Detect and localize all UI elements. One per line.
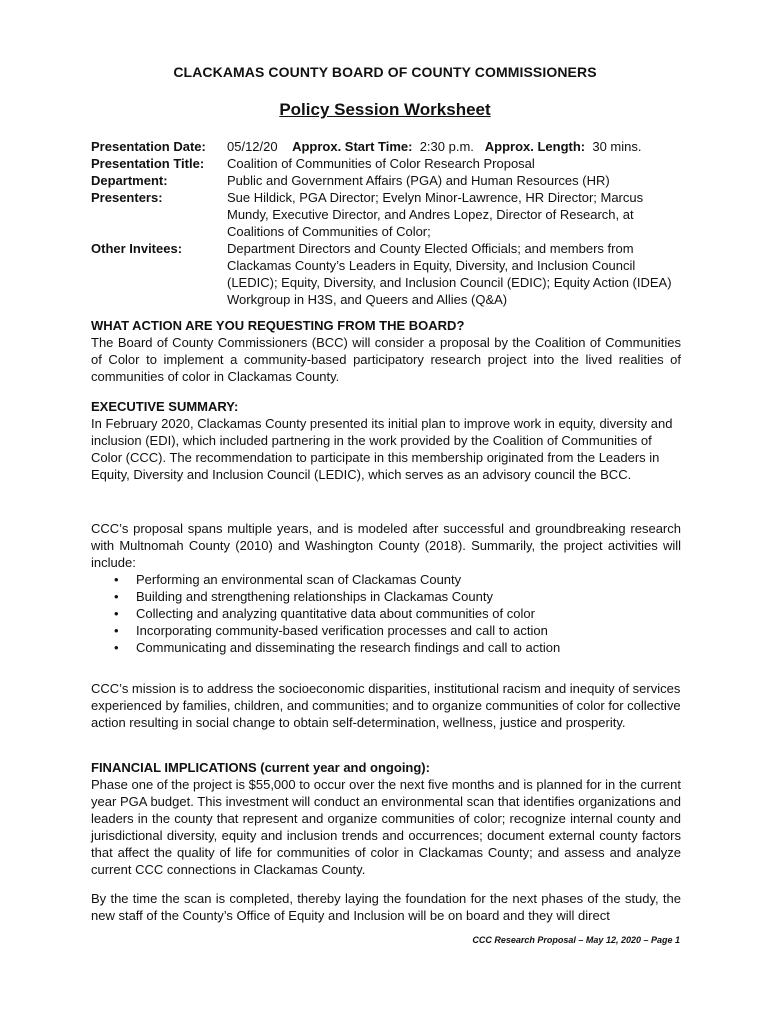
invitees-label: Other Invitees: xyxy=(91,241,183,256)
financial-paragraph-2: By the time the scan is completed, thereby laying the foundation for the next phases of the study, the new staff of the County’s Office of Equity and Inclusion will be on board and they will direct xyxy=(91,891,681,923)
action-text: The Board of County Commissioners (BCC) will consider a proposal by the Coalition of Communities of Color to implement a community-based participatory research project into the lived realities of communities of color in Clackamas County. xyxy=(91,335,681,384)
list-item: • Collecting and analyzing quantitative data about communities of color xyxy=(112,605,672,622)
activities-list xyxy=(112,571,672,656)
presentation-title-label: Presentation Title: xyxy=(91,156,205,171)
summary-paragraph-3: CCC’s mission is to address the socioeconomic disparities, institutional racism and inequity of services experienced by families, children, and communities; and to organize communities of color for collective action resulting in social change to obtain self-determination, wellness, justice and prosperity. xyxy=(91,681,681,730)
department-value: Public and Government Affairs (PGA) and Human Resources (HR) xyxy=(227,173,610,188)
presentation-date-value: 05/12/20 xyxy=(227,139,278,154)
financial-paragraph-1: Phase one of the project is $55,000 to occur over the next five months and is planned for in the current year PGA budget. This investment will conduct an environmental scan that identifies organizations and leaders in the county that represent and organize communities of color; recognize internal county and jurisdictional diversity, equity and inclusion trends and occurrences; document external county factors that affect the quality of life for communities of color in Clackamas County; and assess and analyze current CCC connections in Clackamas County. xyxy=(91,777,681,877)
summary-heading: EXECUTIVE SUMMARY: xyxy=(91,399,239,414)
list-item: • Building and strengthening relationships in Clackamas County xyxy=(112,588,672,605)
summary-paragraph-2: CCC’s proposal spans multiple years, and is modeled after successful and groundbreaking research with Multnomah County (2010) and Washington County (2018). Summarily, the project activities will include: xyxy=(91,521,681,570)
list-item: • Performing an environmental scan of Clackamas County xyxy=(112,571,672,588)
presentation-date-line xyxy=(227,138,677,155)
action-heading: WHAT ACTION ARE YOU REQUESTING FROM THE BOARD? xyxy=(91,318,465,333)
length-value: 30 mins. xyxy=(592,139,642,154)
list-item: • Communicating and disseminating the research findings and call to action xyxy=(112,639,672,656)
financial-heading: FINANCIAL IMPLICATIONS (current year and ongoing): xyxy=(91,760,430,775)
presentation-title-value: Coalition of Communities of Color Research Proposal xyxy=(227,156,535,171)
presenters-label: Presenters: xyxy=(91,190,163,205)
presentation-date-label: Presentation Date: xyxy=(91,139,206,154)
length-label: Approx. Length: xyxy=(484,139,586,154)
page-footer: CCC Research Proposal – May 12, 2020 – Page 1 xyxy=(472,935,680,945)
list-item: • Incorporating community-based verification processes and call to action xyxy=(112,622,672,639)
summary-paragraph-1: In February 2020, Clackamas County presented its initial plan to improve work in equity, diversity and inclusion (EDI), which included partnering in the work provided by the Coalition of Communities of Color (CCC). The recommendation to participate in this membership originated from the Leaders in Equity, Diversity and Inclusion Council (LEDIC), which serves as an advisory council the BCC. xyxy=(91,416,673,482)
action-section xyxy=(91,317,681,385)
page-title: Policy Session Worksheet xyxy=(279,100,491,119)
invitees-value: Department Directors and County Elected Officials; and members from Clackamas County’s Leaders in Equity, Diversity, and Inclusion Council (LEDIC); Equity, Diversity, and Inclusion Council (EDIC); Equity Action (IDEA) Workgroup in H3S, and Queers and Allies (Q&A) xyxy=(227,241,672,307)
department-label: Department: xyxy=(91,173,168,188)
start-time-label: Approx. Start Time: xyxy=(292,139,413,154)
presenters-value: Sue Hildick, PGA Director; Evelyn Minor-Lawrence, HR Director; Marcus Mundy, Executive Director, and Andres Lopez, Director of Research, at Coalitions of Communities of Color; xyxy=(227,190,644,239)
financial-section xyxy=(91,759,681,878)
start-time-value: 2:30 p.m. xyxy=(419,139,474,154)
summary-section xyxy=(91,398,681,483)
org-heading: CLACKAMAS COUNTY BOARD OF COUNTY COMMISSIONERS xyxy=(173,64,597,80)
